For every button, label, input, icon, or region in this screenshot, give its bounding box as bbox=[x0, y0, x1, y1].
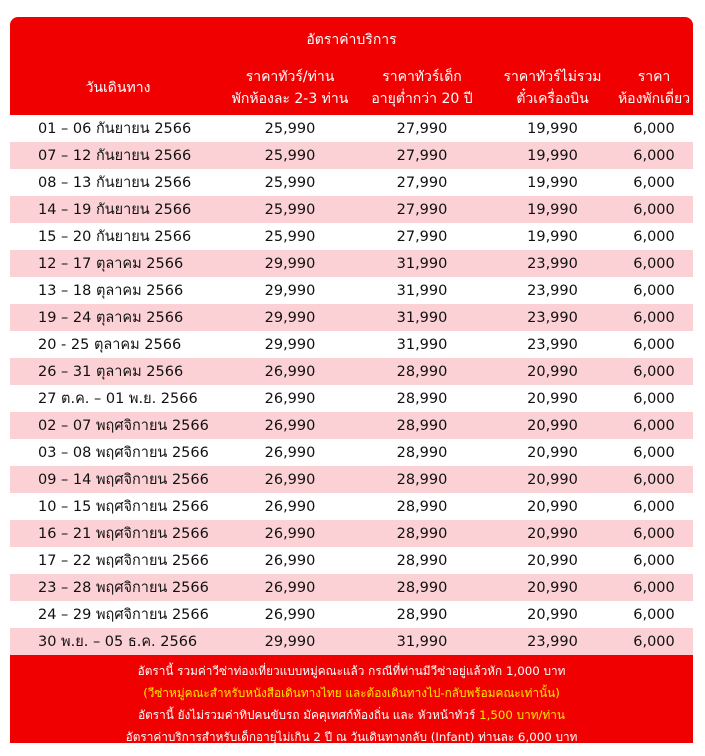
table-row bbox=[10, 196, 693, 223]
table-row bbox=[10, 385, 693, 412]
cell-travel-date: 02 – 07 พฤศจิกายน 2566 bbox=[10, 412, 226, 439]
cell-travel-date: 01 – 06 กันยายน 2566 bbox=[10, 115, 226, 142]
table-row bbox=[10, 250, 693, 277]
cell-travel-date: 27 ต.ค. – 01 พ.ย. 2566 bbox=[10, 385, 226, 412]
cell-no-ticket-price: 20,990 bbox=[490, 601, 615, 628]
table-row bbox=[10, 169, 693, 196]
cell-adult-price: 26,990 bbox=[226, 493, 354, 520]
cell-no-ticket-price: 20,990 bbox=[490, 466, 615, 493]
cell-no-ticket-price: 19,990 bbox=[490, 196, 615, 223]
cell-travel-date: 03 – 08 พฤศจิกายน 2566 bbox=[10, 439, 226, 466]
cell-no-ticket-price: 20,990 bbox=[490, 493, 615, 520]
table-row bbox=[10, 547, 693, 574]
cell-adult-price: 25,990 bbox=[226, 115, 354, 142]
table-title: อัตราค่าบริการ bbox=[10, 17, 693, 63]
cell-single-room-price: 6,000 bbox=[615, 304, 693, 331]
cell-adult-price: 26,990 bbox=[226, 547, 354, 574]
cell-adult-price: 29,990 bbox=[226, 628, 354, 655]
column-header-date: วันเดินทาง bbox=[85, 80, 151, 96]
cell-adult-price: 25,990 bbox=[226, 142, 354, 169]
cell-travel-date: 30 พ.ย. – 05 ธ.ค. 2566 bbox=[10, 628, 226, 655]
table-row bbox=[10, 331, 693, 358]
cell-child-price: 27,990 bbox=[354, 142, 490, 169]
cell-no-ticket-price: 20,990 bbox=[490, 439, 615, 466]
cell-adult-price: 29,990 bbox=[226, 250, 354, 277]
cell-travel-date: 10 – 15 พฤศจิกายน 2566 bbox=[10, 493, 226, 520]
table-header bbox=[10, 61, 693, 115]
cell-single-room-price: 6,000 bbox=[615, 439, 693, 466]
cell-no-ticket-price: 19,990 bbox=[490, 115, 615, 142]
cell-adult-price: 26,990 bbox=[226, 385, 354, 412]
cell-adult-price: 29,990 bbox=[226, 304, 354, 331]
table-row bbox=[10, 412, 693, 439]
cell-single-room-price: 6,000 bbox=[615, 223, 693, 250]
cell-travel-date: 09 – 14 พฤศจิกายน 2566 bbox=[10, 466, 226, 493]
cell-single-room-price: 6,000 bbox=[615, 196, 693, 223]
cell-single-room-price: 6,000 bbox=[615, 493, 693, 520]
cell-travel-date: 12 – 17 ตุลาคม 2566 bbox=[10, 250, 226, 277]
cell-single-room-price: 6,000 bbox=[615, 466, 693, 493]
cell-no-ticket-price: 20,990 bbox=[490, 574, 615, 601]
cell-child-price: 28,990 bbox=[354, 601, 490, 628]
cell-child-price: 27,990 bbox=[354, 169, 490, 196]
cell-no-ticket-price: 23,990 bbox=[490, 304, 615, 331]
cell-adult-price: 26,990 bbox=[226, 412, 354, 439]
table-row bbox=[10, 358, 693, 385]
cell-single-room-price: 6,000 bbox=[615, 115, 693, 142]
footer-note-tips-amount: 1,500 บาท/ท่าน bbox=[479, 708, 565, 722]
cell-child-price: 28,990 bbox=[354, 493, 490, 520]
cell-adult-price: 26,990 bbox=[226, 439, 354, 466]
cell-adult-price: 29,990 bbox=[226, 331, 354, 358]
cell-no-ticket-price: 23,990 bbox=[490, 250, 615, 277]
cell-adult-price: 26,990 bbox=[226, 574, 354, 601]
cell-child-price: 28,990 bbox=[354, 385, 490, 412]
cell-no-ticket-price: 20,990 bbox=[490, 412, 615, 439]
cell-single-room-price: 6,000 bbox=[615, 547, 693, 574]
cell-child-price: 28,990 bbox=[354, 520, 490, 547]
cell-adult-price: 26,990 bbox=[226, 466, 354, 493]
cell-adult-price: 26,990 bbox=[226, 358, 354, 385]
table-row bbox=[10, 142, 693, 169]
table-row bbox=[10, 601, 693, 628]
cell-adult-price: 25,990 bbox=[226, 196, 354, 223]
cell-no-ticket-price: 20,990 bbox=[490, 385, 615, 412]
cell-child-price: 27,990 bbox=[354, 223, 490, 250]
cell-travel-date: 16 – 21 พฤศจิกายน 2566 bbox=[10, 520, 226, 547]
table-row bbox=[10, 466, 693, 493]
table-row bbox=[10, 439, 693, 466]
cell-single-room-price: 6,000 bbox=[615, 169, 693, 196]
cell-single-room-price: 6,000 bbox=[615, 412, 693, 439]
cell-child-price: 31,990 bbox=[354, 628, 490, 655]
column-header-single-room: ราคา ห้องพักเดี่ยว bbox=[617, 69, 691, 107]
cell-adult-price: 25,990 bbox=[226, 169, 354, 196]
cell-no-ticket-price: 20,990 bbox=[490, 520, 615, 547]
cell-adult-price: 25,990 bbox=[226, 223, 354, 250]
table-footer-notes bbox=[10, 655, 693, 743]
cell-adult-price: 26,990 bbox=[226, 601, 354, 628]
cell-no-ticket-price: 19,990 bbox=[490, 223, 615, 250]
footer-note-infant: อัตราค่าบริการสำหรับเด็กอายุไม่เกิน 2 ปี ณ วันเดินทางกลับ (Infant) ท่านละ 6,000 บาท bbox=[125, 730, 578, 744]
cell-child-price: 28,990 bbox=[354, 412, 490, 439]
table-row bbox=[10, 277, 693, 304]
cell-child-price: 28,990 bbox=[354, 358, 490, 385]
cell-child-price: 28,990 bbox=[354, 466, 490, 493]
cell-child-price: 31,990 bbox=[354, 304, 490, 331]
cell-no-ticket-price: 19,990 bbox=[490, 142, 615, 169]
cell-no-ticket-price: 20,990 bbox=[490, 547, 615, 574]
cell-child-price: 27,990 bbox=[354, 196, 490, 223]
column-header-child-price: ราคาทัวร์เด็ก อายุต่ำกว่า 20 ปี bbox=[371, 69, 473, 107]
cell-travel-date: 17 – 22 พฤศจิกายน 2566 bbox=[10, 547, 226, 574]
cell-travel-date: 23 – 28 พฤศจิกายน 2566 bbox=[10, 574, 226, 601]
cell-travel-date: 19 – 24 ตุลาคม 2566 bbox=[10, 304, 226, 331]
cell-travel-date: 15 – 20 กันยายน 2566 bbox=[10, 223, 226, 250]
cell-single-room-price: 6,000 bbox=[615, 331, 693, 358]
cell-single-room-price: 6,000 bbox=[615, 250, 693, 277]
cell-travel-date: 07 – 12 กันยายน 2566 bbox=[10, 142, 226, 169]
cell-child-price: 31,990 bbox=[354, 250, 490, 277]
table-row bbox=[10, 628, 693, 655]
cell-child-price: 31,990 bbox=[354, 331, 490, 358]
cell-travel-date: 13 – 18 ตุลาคม 2566 bbox=[10, 277, 226, 304]
footer-note-visa-condition: (วีซ่าหมู่คณะสำหรับหนังสือเดินทางไทย และต้องเดินทางไป-กลับพร้อมคณะเท่านั้น) bbox=[143, 686, 560, 700]
cell-child-price: 28,990 bbox=[354, 574, 490, 601]
table-row bbox=[10, 520, 693, 547]
cell-single-room-price: 6,000 bbox=[615, 574, 693, 601]
table-row bbox=[10, 493, 693, 520]
cell-no-ticket-price: 20,990 bbox=[490, 358, 615, 385]
cell-single-room-price: 6,000 bbox=[615, 601, 693, 628]
cell-single-room-price: 6,000 bbox=[615, 385, 693, 412]
cell-travel-date: 08 – 13 กันยายน 2566 bbox=[10, 169, 226, 196]
price-table bbox=[10, 115, 693, 655]
footer-note-tips bbox=[10, 704, 693, 726]
cell-no-ticket-price: 23,990 bbox=[490, 277, 615, 304]
cell-travel-date: 24 – 29 พฤศจิกายน 2566 bbox=[10, 601, 226, 628]
cell-no-ticket-price: 23,990 bbox=[490, 331, 615, 358]
table-row bbox=[10, 304, 693, 331]
cell-no-ticket-price: 19,990 bbox=[490, 169, 615, 196]
cell-single-room-price: 6,000 bbox=[615, 628, 693, 655]
cell-adult-price: 26,990 bbox=[226, 520, 354, 547]
cell-single-room-price: 6,000 bbox=[615, 142, 693, 169]
table-row bbox=[10, 574, 693, 601]
cell-single-room-price: 6,000 bbox=[615, 520, 693, 547]
cell-travel-date: 20 - 25 ตุลาคม 2566 bbox=[10, 331, 226, 358]
column-header-no-ticket-price: ราคาทัวร์ไม่รวม ตั๋วเครื่องบิน bbox=[503, 69, 602, 107]
cell-adult-price: 29,990 bbox=[226, 277, 354, 304]
cell-child-price: 27,990 bbox=[354, 115, 490, 142]
cell-single-room-price: 6,000 bbox=[615, 277, 693, 304]
cell-child-price: 31,990 bbox=[354, 277, 490, 304]
cell-no-ticket-price: 23,990 bbox=[490, 628, 615, 655]
cell-child-price: 28,990 bbox=[354, 439, 490, 466]
footer-note-tips-text: อัตรานี้ ยังไม่รวมค่าทิปคนขับรถ มัคคุเทศก์ท้องถิ่น และ หัวหน้าทัวร์ bbox=[138, 708, 480, 722]
cell-travel-date: 14 – 19 กันยายน 2566 bbox=[10, 196, 226, 223]
cell-travel-date: 26 – 31 ตุลาคม 2566 bbox=[10, 358, 226, 385]
table-row bbox=[10, 115, 693, 142]
table-row bbox=[10, 223, 693, 250]
cell-single-room-price: 6,000 bbox=[615, 358, 693, 385]
footer-note-visa: อัตรานี้ รวมค่าวีซ่าท่องเที่ยวแบบหมู่คณะแล้ว กรณีที่ท่านมีวีซ่าอยู่แล้วหัก 1,000 บาท bbox=[137, 664, 566, 678]
price-table-container bbox=[10, 17, 693, 743]
cell-child-price: 28,990 bbox=[354, 547, 490, 574]
column-header-adult-price: ราคาทัวร์/ท่าน พักห้องละ 2-3 ท่าน bbox=[231, 69, 349, 107]
